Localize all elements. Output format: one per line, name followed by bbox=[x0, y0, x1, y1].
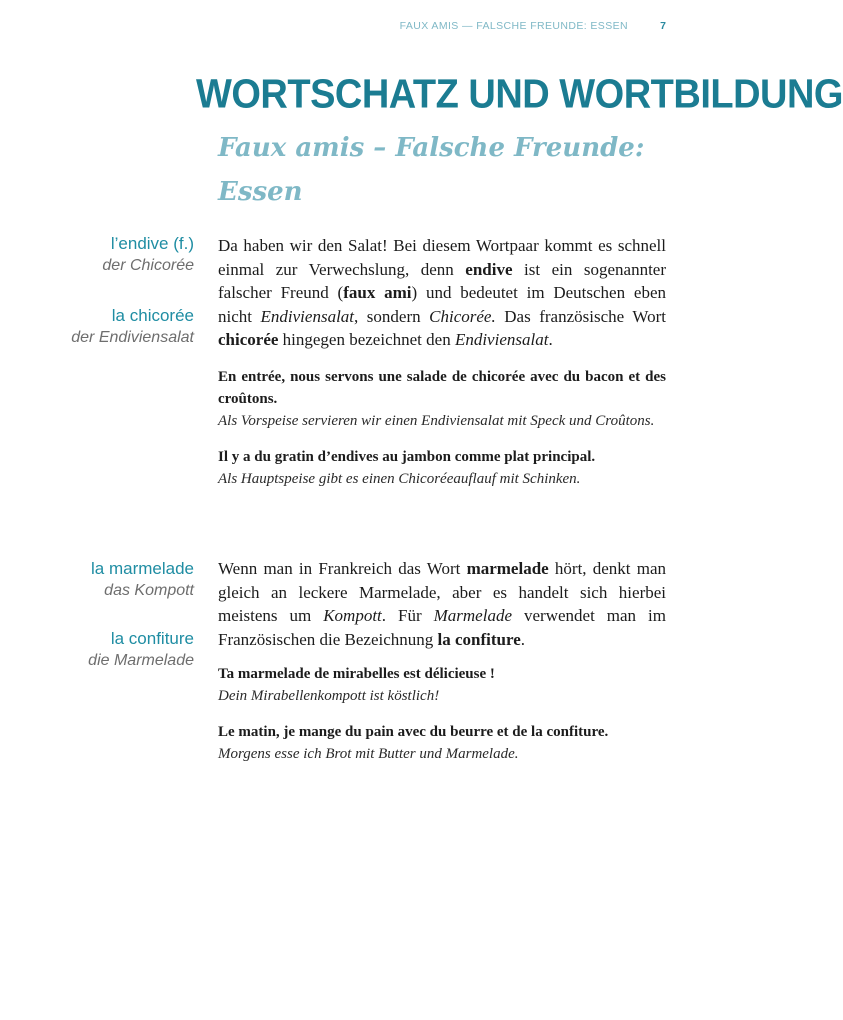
term-german: das Kompott bbox=[104, 582, 194, 599]
side-term-2 bbox=[71, 304, 194, 349]
explanation-paragraph bbox=[218, 557, 666, 651]
bold-term: faux ami bbox=[343, 283, 412, 302]
term-french: l’endive (f.) bbox=[110, 234, 194, 253]
example-4 bbox=[218, 721, 666, 765]
bold-term: chicorée bbox=[218, 330, 279, 349]
text-run: . bbox=[520, 629, 526, 649]
example-french: Le matin, je mange du pain avec du beurre et de la confiture. bbox=[218, 724, 609, 740]
text-run: . Für bbox=[381, 606, 434, 625]
running-head bbox=[400, 20, 628, 32]
bold-term: la confiture bbox=[437, 629, 521, 649]
example-french: Ta marmelade de mirabelles est délicieuse ! bbox=[218, 666, 495, 682]
running-head-text: FAUX AMIS — FALSCHE FREUNDE: ESSEN bbox=[399, 20, 628, 32]
explanation-paragraph bbox=[218, 234, 666, 352]
example-1 bbox=[218, 366, 666, 432]
term-french: la chicorée bbox=[111, 306, 194, 325]
example-german: Dein Mirabellenkompott ist köstlich! bbox=[218, 688, 440, 704]
italic-term: Chicorée. bbox=[429, 306, 496, 326]
example-3 bbox=[218, 663, 666, 707]
section-2-body bbox=[218, 557, 666, 765]
italic-term: Kompott bbox=[323, 606, 382, 625]
page-title: WORTSCHATZ UND WORTBILDUNG bbox=[196, 72, 843, 118]
side-term-3 bbox=[91, 557, 194, 602]
text-run: . bbox=[548, 330, 553, 349]
text-run: hingegen bezeichnet den bbox=[278, 330, 455, 349]
text-run: ) und bedeutet im Deutschen eben nicht bbox=[218, 283, 666, 326]
text-run: verwendet man im Französischen die Bezeichnung bbox=[218, 606, 666, 649]
term-german: der Chicorée bbox=[102, 257, 194, 274]
example-german: Als Hauptspeise gibt es einen Chicoréeauflauf mit Schinken. bbox=[218, 470, 581, 487]
text-run: , sondern bbox=[354, 306, 430, 326]
text-run: Da haben wir den Salat! Bei diesem Wortpaar kommt es schnell einmal zur Verwechslung, denn bbox=[218, 236, 666, 279]
italic-term: Endiviensalat bbox=[454, 330, 549, 349]
bold-term: marmelade bbox=[466, 559, 549, 578]
subtitle-line-1: Faux amis – Falsche Freunde: bbox=[218, 133, 645, 163]
example-german: Morgens esse ich Brot mit Butter und Marmelade. bbox=[218, 746, 519, 762]
text-run: Das französische Wort bbox=[495, 306, 666, 326]
text-run: hört, denkt man gleich an leckere Marmelade, aber es handelt sich hierbei meistens um bbox=[218, 559, 667, 625]
text-run: Wenn man in Frankreich das Wort bbox=[218, 559, 467, 578]
section-1-body bbox=[218, 234, 666, 490]
subtitle-line-2: Essen bbox=[218, 177, 303, 207]
example-french: En entrée, nous servons une salade de chicorée avec du bacon et des croûtons. bbox=[218, 368, 666, 407]
page-number: 7 bbox=[660, 20, 666, 32]
term-german: die Marmelade bbox=[88, 652, 194, 669]
term-german: der Endiviensalat bbox=[71, 329, 194, 346]
term-french: la marmelade bbox=[91, 559, 194, 578]
bold-term: endive bbox=[465, 259, 513, 279]
page-subtitle bbox=[218, 126, 658, 214]
side-term-4 bbox=[88, 627, 194, 672]
side-term-1 bbox=[102, 232, 194, 277]
example-german: Als Vorspeise servieren wir einen Endiviensalat mit Speck und Croûtons. bbox=[218, 412, 655, 429]
example-french: Il y a du gratin d’endives au jambon comme plat principal. bbox=[218, 448, 596, 465]
text-run: ist ein sogenannter falscher Freund ( bbox=[218, 259, 666, 302]
term-french: la confiture bbox=[110, 629, 194, 648]
italic-term: Endiviensalat bbox=[260, 306, 355, 326]
example-2 bbox=[218, 446, 666, 490]
italic-term: Marmelade bbox=[433, 606, 512, 625]
